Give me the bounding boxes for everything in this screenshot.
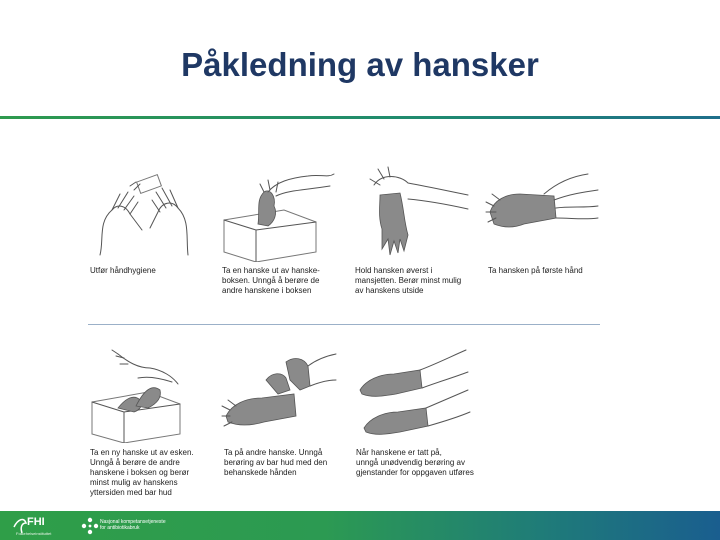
title-divider xyxy=(0,116,720,119)
partner-text: Nasjonal kompetansetjeneste for antibiotikabruk xyxy=(100,519,166,531)
step-4-caption: Ta hansken på første hånd xyxy=(488,266,583,275)
hand-hygiene-icon xyxy=(90,170,200,260)
first-glove-icon xyxy=(484,172,600,252)
second-glove-icon xyxy=(220,350,338,440)
step-1-illustration xyxy=(90,170,200,260)
page-title: Påkledning av hansker xyxy=(181,46,539,83)
gloved-hands-icon xyxy=(356,346,472,440)
step-2-caption: Ta en hanske ut av hanske- boksen. Unngå å berøre de andre hanskene i boksen xyxy=(222,266,320,295)
fhi-logo-text: FHI xyxy=(27,516,45,528)
partner-logo-icon xyxy=(80,516,100,536)
step-6-caption: Ta på andre hanske. Unngå berøring av bar hud med den behanskede hånden xyxy=(224,448,328,477)
glove-box-icon xyxy=(88,348,198,443)
step-2-illustration xyxy=(220,170,335,262)
step-3-caption: Hold hansken øverst i mansjetten. Berør minst mulig av hanskens utside xyxy=(355,266,462,295)
step-3-illustration xyxy=(360,165,470,260)
row-divider xyxy=(88,324,600,325)
step-5-caption: Ta en ny hanske ut av esken. Unngå å berøre de andre hanskene i boksen og berør minst mulig av hanskens yttersiden med bar hud xyxy=(90,448,194,497)
step-7-illustration xyxy=(356,346,472,440)
hold-glove-icon xyxy=(360,165,470,260)
step-6-illustration xyxy=(220,350,338,440)
step-1-caption: Utfør håndhygiene xyxy=(90,266,156,275)
step-7-caption: Når hanskene er tatt på, unngå unødvendig berøring av gjenstander for oppgaven utføres xyxy=(356,448,474,477)
glove-box-icon xyxy=(220,170,335,262)
step-5-illustration xyxy=(88,348,198,443)
fhi-logo-subtext: Folkehelseinstituttet xyxy=(16,531,52,536)
step-4-illustration xyxy=(484,172,600,252)
